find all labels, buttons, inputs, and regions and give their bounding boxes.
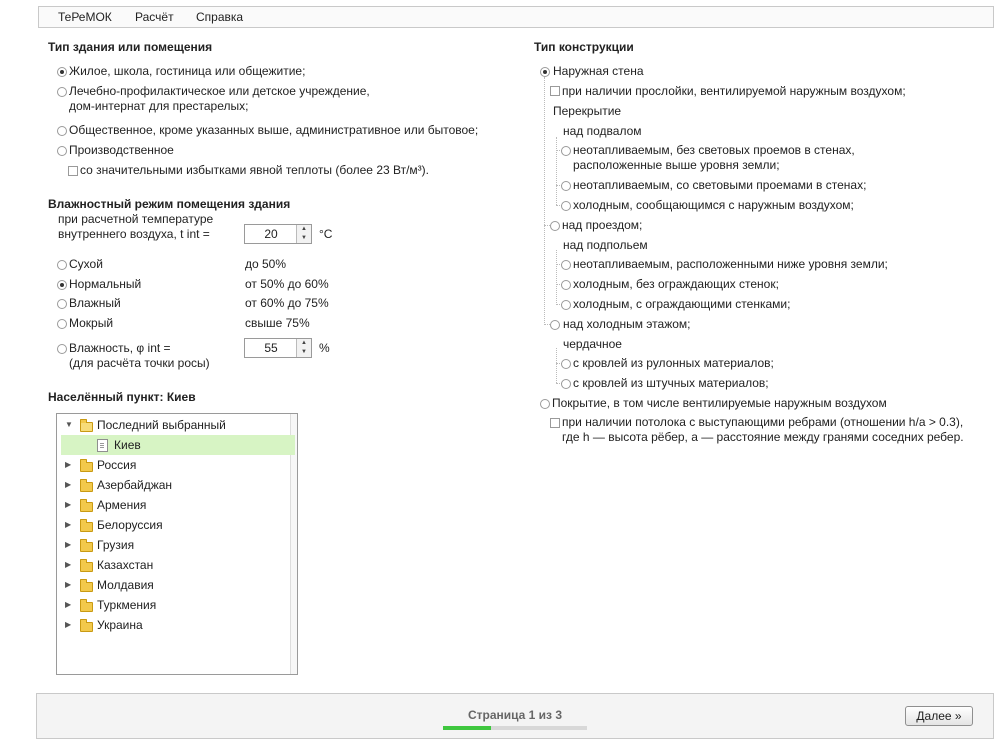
building-radio-residential[interactable]	[57, 67, 67, 77]
building-label-medical-2: дом-интернат для престарелых;	[69, 99, 249, 113]
folder-icon	[80, 462, 93, 472]
underfloor-label-3: холодным, с ограждающими стенками;	[573, 297, 791, 311]
over-passage-radio[interactable]	[550, 221, 560, 231]
over-underfloor-heading: над подпольем	[563, 238, 648, 252]
underfloor-label-1: неотапливаемым, расположенными ниже уровня земли;	[573, 257, 888, 271]
outer-wall-ventilated-label: при наличии прослойки, вентилируемой наружным воздухом;	[562, 84, 906, 98]
tree-node-country[interactable]: ▶ Молдавия	[57, 575, 292, 595]
humidity-label-normal: Нормальный	[69, 277, 142, 291]
heat-excess-checkbox[interactable]	[68, 166, 78, 176]
page-indicator: Страница 1 из 3	[467, 708, 563, 722]
over-passage-label: над проездом;	[562, 218, 643, 232]
building-label-medical-1: Лечебно-профилактическое или детское учреждение,	[69, 84, 370, 98]
page-progress	[443, 726, 587, 730]
footer-bar	[36, 693, 994, 739]
attic-heading: чердачное	[563, 337, 622, 351]
underfloor-radio-3[interactable]	[561, 300, 571, 310]
construction-radio-outer-wall[interactable]	[540, 67, 550, 77]
folder-icon	[80, 502, 93, 512]
basement-label-1a: неотапливаемым, без световых проемов в стенах,	[573, 143, 855, 157]
folder-icon	[80, 482, 93, 492]
roof-ribs-label-2: где h — высота рёбер, a — расстояние между гранями соседних ребер.	[562, 430, 964, 444]
tree-node-country[interactable]: ▶ Украина	[57, 615, 292, 635]
spin-up-icon[interactable]: ▲	[301, 340, 307, 346]
humidity-range-humid: от 60% до 75%	[245, 296, 329, 310]
humidity-radio-normal[interactable]	[57, 280, 67, 290]
building-label-public: Общественное, кроме указанных выше, административное или бытовое;	[69, 123, 479, 137]
temp-label-1: при расчетной температуре	[58, 212, 214, 226]
folder-icon	[80, 522, 93, 532]
menu-help[interactable]: Справка	[196, 10, 244, 24]
roof-label: Покрытие, в том числе вентилируемые наружным воздухом	[552, 396, 887, 410]
collapsed-arrow-icon[interactable]: ▶	[65, 540, 72, 549]
humidity-radio-wet[interactable]	[57, 319, 67, 329]
folder-icon	[80, 582, 93, 592]
basement-radio-1[interactable]	[561, 146, 571, 156]
humidity-label-wet: Мокрый	[69, 316, 114, 330]
guide-line	[544, 77, 545, 325]
roof-ribs-label-1: при наличии потолока с выступающими ребрами (отношении h/a > 0.3),	[562, 415, 964, 429]
underfloor-radio-2[interactable]	[561, 280, 571, 290]
spin-down-icon[interactable]: ▼	[301, 349, 307, 355]
folder-icon	[80, 602, 93, 612]
building-radio-public[interactable]	[57, 126, 67, 136]
underfloor-label-2: холодным, без ограждающих стенок;	[573, 277, 779, 291]
folder-icon	[80, 622, 93, 632]
spin-down-icon[interactable]: ▼	[301, 235, 307, 241]
spin-up-icon[interactable]: ▲	[301, 226, 307, 232]
humidity-custom-label-2: (для расчёта точки росы)	[69, 356, 210, 370]
building-radio-industrial[interactable]	[57, 146, 67, 156]
document-icon	[97, 439, 108, 452]
attic-label-1: с кровлей из рулонных материалов;	[573, 356, 774, 370]
tree-node-country[interactable]: ▶ Россия	[57, 455, 292, 475]
menu-bar	[38, 6, 994, 28]
locality-title: Населённый пункт: Киев	[48, 390, 196, 404]
humidity-radio-custom[interactable]	[57, 344, 67, 354]
collapsed-arrow-icon[interactable]: ▶	[65, 600, 72, 609]
temp-label-2: внутреннего воздуха, t int =	[58, 227, 210, 241]
over-basement-heading: над подвалом	[563, 124, 642, 138]
humidity-custom-label-1: Влажность, φ int =	[69, 341, 171, 355]
guide-line	[556, 137, 557, 205]
humidity-value[interactable]: 55	[264, 341, 278, 355]
humidity-radio-dry[interactable]	[57, 260, 67, 270]
expanded-arrow-icon[interactable]: ▼	[65, 420, 73, 429]
guide-line	[556, 250, 557, 305]
outer-wall-ventilated-checkbox[interactable]	[550, 86, 560, 96]
menu-calculation[interactable]: Расчёт	[135, 10, 174, 24]
collapsed-arrow-icon[interactable]: ▶	[65, 560, 72, 569]
collapsed-arrow-icon[interactable]: ▶	[65, 520, 72, 529]
humidity-range-normal: от 50% до 60%	[245, 277, 329, 291]
menu-teremok[interactable]: ТеРеМОК	[58, 10, 112, 24]
collapsed-arrow-icon[interactable]: ▶	[65, 580, 72, 589]
folder-icon	[80, 562, 93, 572]
attic-radio-2[interactable]	[561, 379, 571, 389]
basement-label-1b: расположенные выше уровня земли;	[573, 158, 780, 172]
heat-excess-label: со значительными избытками явной теплоты (более 23 Вт/м³).	[80, 163, 430, 177]
building-radio-medical[interactable]	[57, 87, 67, 97]
attic-radio-1[interactable]	[561, 359, 571, 369]
over-cold-floor-radio[interactable]	[550, 320, 560, 330]
overlap-heading: Перекрытие	[553, 104, 622, 118]
building-label-industrial: Производственное	[69, 143, 174, 157]
tree-node-country[interactable]: ▶ Казахстан	[57, 555, 292, 575]
collapsed-arrow-icon[interactable]: ▶	[65, 460, 72, 469]
building-type-title: Тип здания или помещения	[48, 40, 213, 54]
over-cold-floor-label: над холодным этажом;	[563, 317, 691, 331]
tree-node-country[interactable]: ▶ Туркмения	[57, 595, 292, 615]
tree-node-kyiv[interactable]: Киев	[61, 435, 295, 455]
humidity-label-humid: Влажный	[69, 296, 121, 310]
basement-label-3: холодным, сообщающимся с наружным воздухом;	[573, 198, 854, 212]
basement-radio-2[interactable]	[561, 181, 571, 191]
tree-node-recent[interactable]: ▼ Последний выбранный	[57, 415, 292, 435]
tree-node-country[interactable]: ▶ Армения	[57, 495, 292, 515]
collapsed-arrow-icon[interactable]: ▶	[65, 500, 72, 509]
outer-wall-label: Наружная стена	[553, 64, 644, 78]
temperature-value[interactable]: 20	[264, 227, 278, 241]
underfloor-radio-1[interactable]	[561, 260, 571, 270]
attic-label-2: с кровлей из штучных материалов;	[573, 376, 769, 390]
folder-icon	[80, 542, 93, 552]
humidity-range-dry: до 50%	[245, 257, 287, 271]
next-button[interactable]: Далее »	[905, 706, 973, 726]
page-progress-fill	[443, 726, 491, 730]
guide-line	[556, 348, 557, 383]
temp-unit: °C	[319, 227, 333, 241]
locality-tree[interactable]	[56, 413, 298, 675]
humidity-title: Влажностный режим помещения здания	[48, 197, 291, 211]
humidity-spinner[interactable]	[244, 338, 312, 358]
basement-label-2: неотапливаемым, со световыми проемами в стенах;	[573, 178, 867, 192]
collapsed-arrow-icon[interactable]: ▶	[65, 480, 72, 489]
tree-node-country[interactable]: ▶ Азербайджан	[57, 475, 292, 495]
collapsed-arrow-icon[interactable]: ▶	[65, 620, 72, 629]
folder-open-icon	[80, 422, 93, 432]
humidity-range-wet: свыше 75%	[245, 316, 310, 330]
tree-node-country[interactable]: ▶ Белоруссия	[57, 515, 292, 535]
temperature-spinner[interactable]	[244, 224, 312, 244]
humidity-label-dry: Сухой	[69, 257, 103, 271]
basement-radio-3[interactable]	[561, 201, 571, 211]
building-label-residential: Жилое, школа, гостиница или общежитие;	[69, 64, 306, 78]
tree-node-country[interactable]: ▶ Грузия	[57, 535, 292, 555]
construction-radio-roof[interactable]	[540, 399, 550, 409]
humidity-radio-humid[interactable]	[57, 299, 67, 309]
humidity-unit: %	[319, 341, 330, 355]
roof-ribs-checkbox[interactable]	[550, 418, 560, 428]
construction-title: Тип конструкции	[534, 40, 634, 54]
